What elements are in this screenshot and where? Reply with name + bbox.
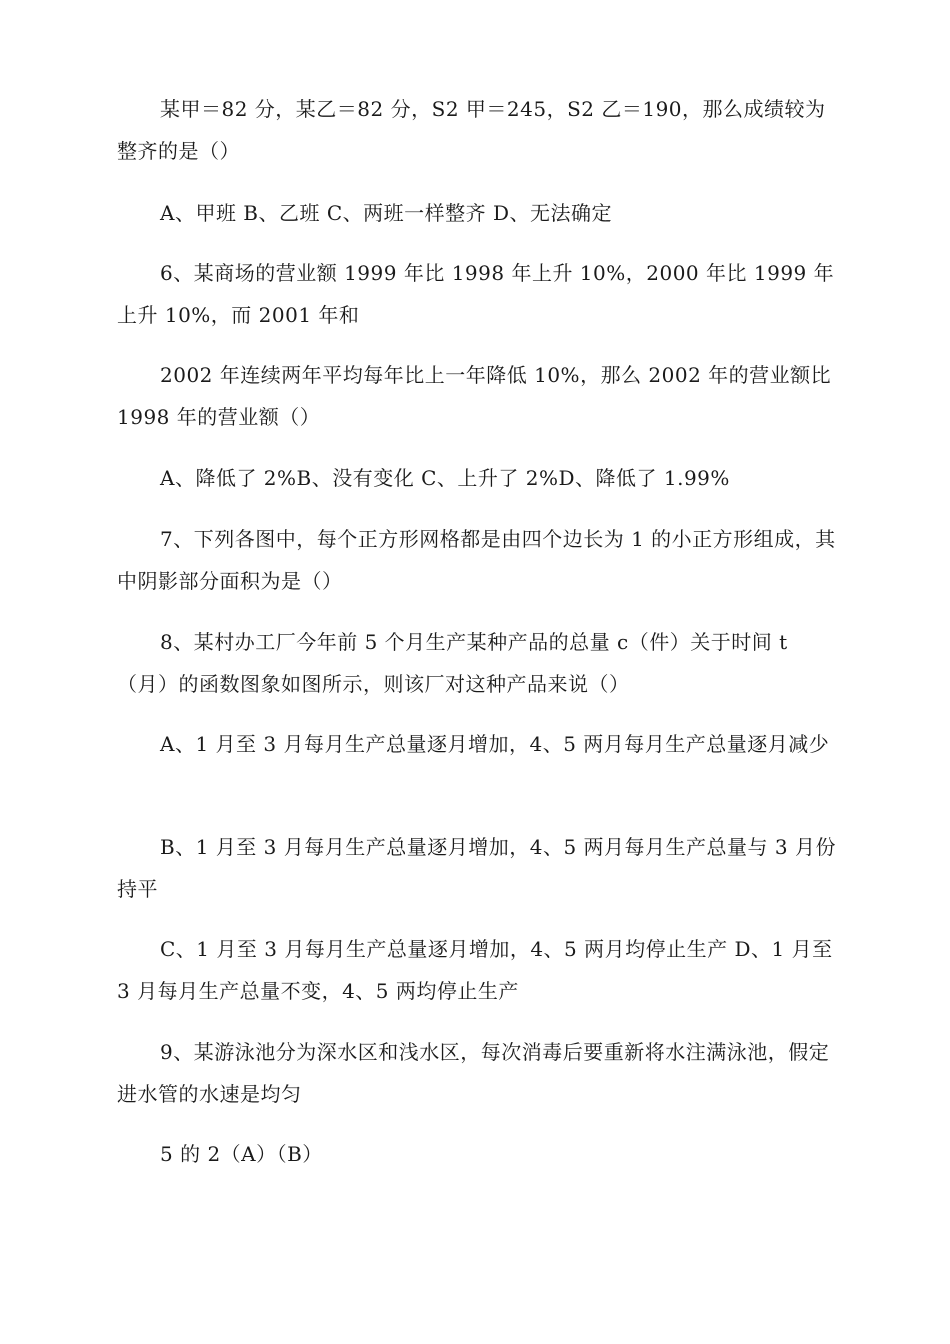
paragraph-question-8-option-b: B、1 月至 3 月每月生产总量逐月增加，4、5 两月每月生产总量与 3 月份持平 <box>117 835 836 901</box>
paragraph-question-7: 7、下列各图中，每个正方形网格都是由四个边长为 1 的小正方形组成，其中阴影部分面积为是（） <box>117 527 836 593</box>
paragraph-question-8-option-a: A、1 月至 3 月每月生产总量逐月增加，4、5 两月每月生产总量逐月减少 <box>160 732 830 756</box>
paragraph-question-9-figure-labels: 5 的 2（A）（B） <box>160 1142 323 1166</box>
paragraph-variance-options: A、甲班 B、乙班 C、两班一样整齐 D、无法确定 <box>160 201 613 225</box>
paragraph-question-6: 6、某商场的营业额 1999 年比 1998 年上升 10%，2000 年比 1999 年上升 10%，而 2001 年和 <box>117 261 835 327</box>
paragraph-question-6-continued: 2002 年连续两年平均每年比上一年降低 10%，那么 2002 年的营业额比 1998 年的营业额（） <box>117 363 832 429</box>
paragraph-question-8-option-cd: C、1 月至 3 月每月生产总量逐月增加，4、5 两月均停止生产 D、1 月至 3 月每月生产总量不变，4、5 两均停止生产 <box>117 937 833 1003</box>
paragraph-variance-question: 某甲＝82 分，某乙＝82 分，S2 甲＝245，S2 乙＝190，那么成绩较为整齐的是（） <box>117 97 826 163</box>
paragraph-question-6-options: A、降低了 2%B、没有变化 C、上升了 2%D、降低了 1.99% <box>160 466 730 490</box>
paragraph-question-8: 8、某村办工厂今年前 5 个月生产某种产品的总量 c（件）关于时间 t（月）的函数图象如图所示，则该厂对这种产品来说（） <box>117 630 788 696</box>
paragraph-question-9: 9、某游泳池分为深水区和浅水区，每次消毒后要重新将水注满泳池，假定进水管的水速是均匀 <box>117 1040 830 1106</box>
